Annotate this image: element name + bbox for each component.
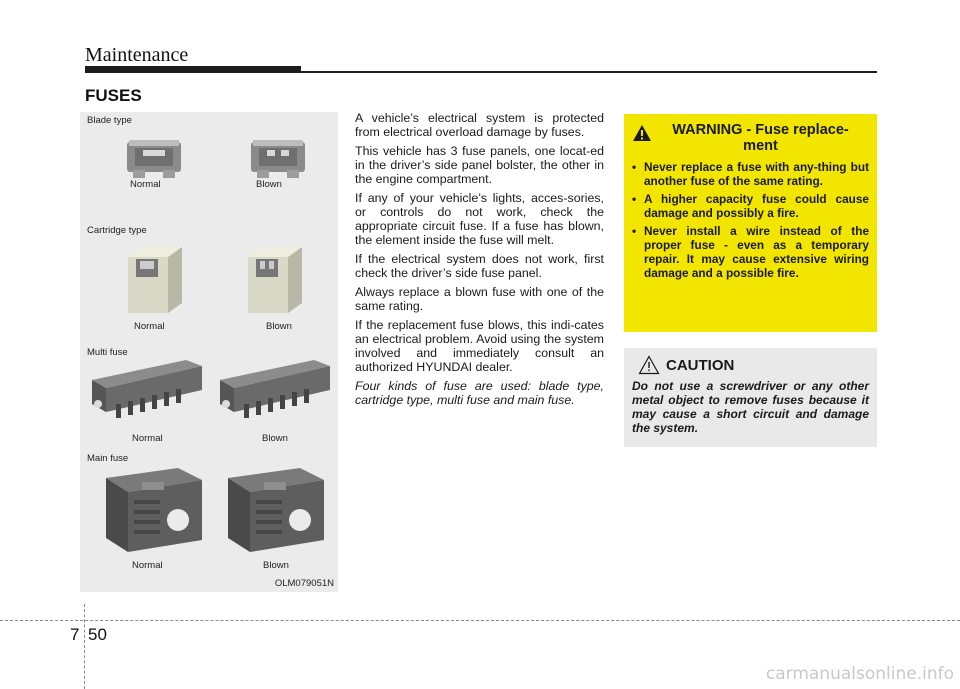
body-paragraph: This vehicle has 3 fuse panels, one locat-ed in the driver’s side panel bolster, the other in the engine compartment. bbox=[355, 144, 604, 186]
body-paragraph: If the replacement fuse blows, this indi-cates an electrical problem. Avoid using the system involved and immediately consult an authorized HYUNDAI dealer. bbox=[355, 318, 604, 374]
warning-list bbox=[632, 160, 869, 280]
warning-item: • Never install a wire instead of the proper fuse - even as a temporary repair. It may cause extensive wiring damage and a possible fire. bbox=[632, 224, 869, 280]
footer-divider bbox=[84, 604, 85, 689]
multi-fuse-blown-icon bbox=[214, 356, 334, 426]
cartridge-type-label: Cartridge type bbox=[87, 225, 147, 236]
main-fuse-icon bbox=[98, 464, 206, 556]
section-title: FUSES bbox=[85, 86, 142, 105]
body-paragraph: Always replace a blown fuse with one of the same rating. bbox=[355, 285, 604, 313]
warning-item: • A higher capacity fuse could cause damage and possibly a fire. bbox=[632, 192, 869, 220]
multi-fuse-icon bbox=[86, 356, 206, 426]
cartridge-fuse-blown-icon bbox=[244, 245, 306, 317]
warning-title: WARNING - Fuse replace-ment bbox=[672, 122, 849, 154]
warning-box bbox=[624, 114, 877, 332]
blade-fuse-blown-icon bbox=[247, 136, 309, 180]
body-paragraph: If the electrical system does not work, first check the driver’s side fuse panel. bbox=[355, 252, 604, 280]
warning-triangle-icon bbox=[632, 124, 652, 142]
page-number: 50 bbox=[88, 625, 107, 644]
blade-normal-label: Normal bbox=[130, 179, 161, 190]
body-paragraph: A vehicle’s electrical system is protected from electrical overload damage by fuses. bbox=[355, 111, 604, 139]
caution-triangle-icon bbox=[638, 355, 660, 375]
footer-rule bbox=[0, 620, 960, 621]
warning-item: • Never replace a fuse with any-thing but another fuse of the same rating. bbox=[632, 160, 869, 188]
body-italic-note: Four kinds of fuse are used: blade type, cartridge type, multi fuse and main fuse. bbox=[355, 379, 604, 407]
figure-code: OLM079051N bbox=[274, 578, 334, 589]
body-text bbox=[355, 111, 604, 412]
cartridge-fuse-icon bbox=[124, 245, 186, 317]
blade-type-label: Blade type bbox=[87, 115, 132, 126]
multi-fuse-label: Multi fuse bbox=[87, 347, 128, 358]
cartridge-blown-label: Blown bbox=[266, 321, 292, 332]
main-fuse-blown-icon bbox=[220, 464, 328, 556]
header-rule-thin bbox=[301, 71, 877, 73]
cartridge-normal-label: Normal bbox=[134, 321, 165, 332]
main-fuse-label: Main fuse bbox=[87, 453, 129, 464]
fuse-figure bbox=[80, 112, 338, 592]
caution-box bbox=[624, 348, 877, 447]
watermark: carmanualsonline.info bbox=[765, 664, 954, 684]
multi-normal-label: Normal bbox=[132, 433, 163, 444]
header-rule-thick bbox=[85, 66, 301, 73]
caution-text: Do not use a screwdriver or any other metal object to remove fuses because it may cause a short circuit and damage the system. bbox=[632, 379, 869, 435]
caution-title: CAUTION bbox=[666, 356, 735, 374]
blade-blown-label: Blown bbox=[256, 179, 282, 190]
header-title: Maintenance bbox=[85, 44, 189, 66]
blade-fuse-icon bbox=[123, 136, 185, 180]
multi-blown-label: Blown bbox=[262, 433, 288, 444]
main-normal-label: Normal bbox=[132, 560, 163, 571]
body-paragraph: If any of your vehicle’s lights, acces-sories, or controls do not work, check the appropriate circuit fuse. If a fuse has blown, the element inside the fuse will melt. bbox=[355, 191, 604, 247]
chapter-number: 7 bbox=[70, 625, 80, 644]
main-blown-label: Blown bbox=[263, 560, 289, 571]
